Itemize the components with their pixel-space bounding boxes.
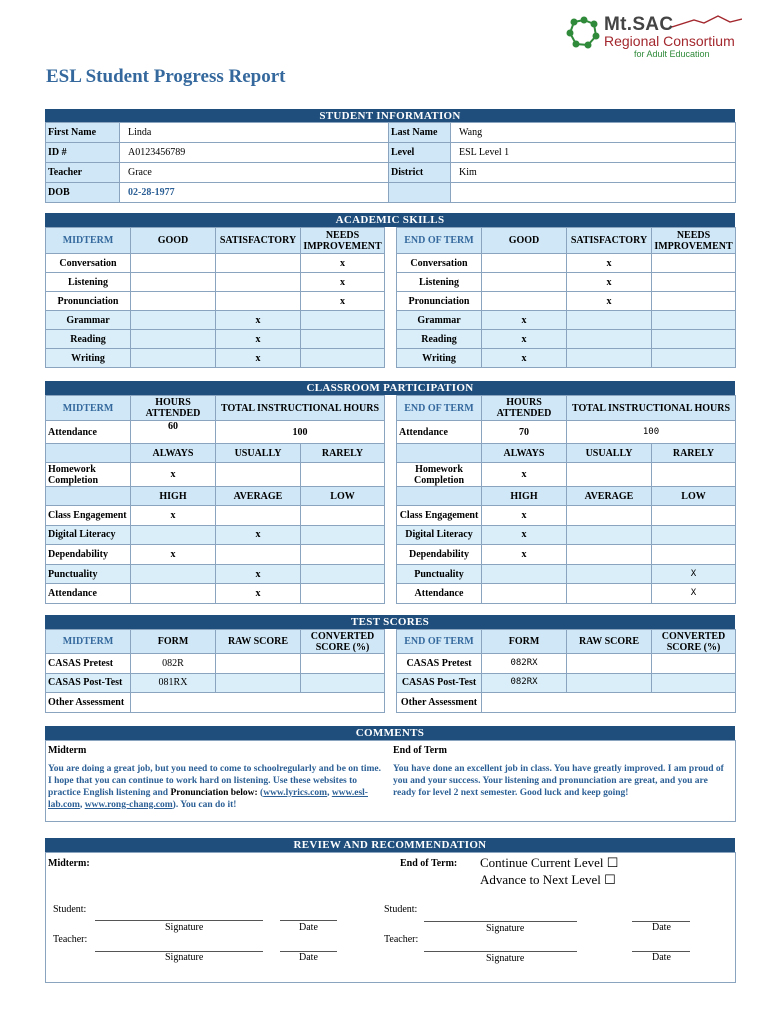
rating-low <box>301 564 385 584</box>
rating-high: x <box>131 506 216 526</box>
rating-satisfactory: x <box>216 330 301 349</box>
midterm-teacher-label: Teacher: <box>53 934 88 945</box>
rating-satisfactory <box>216 273 301 292</box>
rating-good <box>131 330 216 349</box>
participation-label: Digital Literacy <box>397 525 482 545</box>
test-label: CASAS Pretest <box>397 654 482 674</box>
advance-level-checkbox[interactable]: Advance to Next Level ☐ <box>480 872 616 887</box>
participation-midterm-table <box>45 395 385 604</box>
date-caption: Date <box>652 952 671 963</box>
hours-attended-header: HOURS ATTENDED <box>482 396 567 421</box>
rating-good <box>131 349 216 368</box>
table-row <box>397 525 736 545</box>
rating-satisfactory: x <box>216 311 301 330</box>
student-info-header: STUDENT INFORMATION <box>45 109 735 123</box>
attendance-label: Attendance <box>397 421 482 444</box>
esl-lab-link[interactable]: www.esl-lab.com <box>48 788 368 810</box>
rating-good: x <box>482 349 567 368</box>
table-row <box>46 584 385 604</box>
mid-hours-attended: 60 <box>131 421 216 444</box>
rating-good <box>131 254 216 273</box>
hours-attended-header: HOURS ATTENDED <box>131 396 216 421</box>
rating-low <box>301 584 385 604</box>
converted-score <box>652 654 736 674</box>
midterm-student-signature-line[interactable] <box>95 920 263 921</box>
rating-needs-improvement: x <box>301 254 385 273</box>
blank-header-cell <box>46 487 131 506</box>
end-homework-usually <box>567 463 652 487</box>
rating-needs-improvement: x <box>301 273 385 292</box>
rating-low <box>301 545 385 565</box>
test-label: Other Assessment <box>397 693 482 713</box>
raw-score <box>216 654 301 674</box>
table-row <box>46 564 385 584</box>
review-box <box>45 852 736 983</box>
col-usually: USUALLY <box>567 444 652 463</box>
participation-label: Attendance <box>46 584 131 604</box>
test-label: CASAS Post-Test <box>397 673 482 693</box>
table-row <box>397 673 736 693</box>
col-low: LOW <box>652 487 736 506</box>
col-form: FORM <box>482 630 567 654</box>
rating-average <box>216 545 301 565</box>
col-average: AVERAGE <box>567 487 652 506</box>
end-homework-rarely <box>652 463 736 487</box>
empty-value-cell <box>451 183 736 203</box>
mid-homework-rarely <box>301 463 385 487</box>
table-row <box>397 545 736 565</box>
rating-average <box>567 564 652 584</box>
midterm-label: MIDTERM <box>46 630 131 654</box>
academic-midterm-table <box>45 227 385 368</box>
logo-line-1: Mt.SAC <box>604 14 674 35</box>
date-caption: Date <box>299 922 318 933</box>
attendance-label: Attendance <box>46 421 131 444</box>
table-row <box>46 525 385 545</box>
rating-satisfactory: x <box>567 292 652 311</box>
mid-total-hours: 100 <box>216 421 385 444</box>
rating-low: X <box>652 584 736 604</box>
date-caption: Date <box>652 922 671 933</box>
skill-label: Pronunciation <box>46 292 131 311</box>
rating-good: x <box>482 330 567 349</box>
end-comment: You have done an excellent job in class. You have greatly improved. I am proud of you and your success. Your listening and pronunciation are great, and you are ready for level 2 next semester. Good luck and keep going! <box>393 764 724 798</box>
col-rarely: RARELY <box>652 444 736 463</box>
table-row <box>397 292 736 311</box>
midterm-label: MIDTERM <box>46 228 131 254</box>
midterm-comment-bold: Pronunciation below: <box>170 788 258 798</box>
rating-needs-improvement <box>652 311 736 330</box>
midterm-comment-end: ). You can do it! <box>172 800 237 810</box>
logo-line-2: Regional Consortium <box>604 33 735 49</box>
table-row <box>397 273 736 292</box>
comments-end-label: End of Term <box>393 745 447 756</box>
rating-average: x <box>216 584 301 604</box>
skill-label: Listening <box>46 273 131 292</box>
table-row <box>46 654 385 674</box>
id-label: ID # <box>46 143 120 163</box>
mid-homework-usually <box>216 463 301 487</box>
rating-high: x <box>482 506 567 526</box>
test-form: 081RX <box>131 673 216 693</box>
table-row <box>397 693 736 713</box>
rating-average: x <box>216 525 301 545</box>
table-row <box>46 693 385 713</box>
end-of-term-label: END OF TERM <box>397 396 482 421</box>
rating-good <box>131 273 216 292</box>
test-form: 082R <box>131 654 216 674</box>
table-row <box>46 273 385 292</box>
rating-high: x <box>482 545 567 565</box>
skill-label: Writing <box>46 349 131 368</box>
participation-label: Digital Literacy <box>46 525 131 545</box>
academic-end-table <box>396 227 736 368</box>
signature-caption: Signature <box>165 952 204 963</box>
rating-needs-improvement: x <box>301 292 385 311</box>
raw-score <box>567 673 652 693</box>
skill-label: Grammar <box>46 311 131 330</box>
empty-label-cell <box>389 183 451 203</box>
rating-low <box>652 545 736 565</box>
classroom-participation-header: CLASSROOM PARTICIPATION <box>45 381 735 395</box>
col-always: ALWAYS <box>482 444 567 463</box>
rating-satisfactory <box>567 349 652 368</box>
rating-needs-improvement <box>301 311 385 330</box>
col-rarely: RARELY <box>301 444 385 463</box>
col-good: GOOD <box>131 228 216 254</box>
participation-label: Class Engagement <box>46 506 131 526</box>
signature-caption: Signature <box>165 922 204 933</box>
table-row <box>397 654 736 674</box>
student-info-table <box>45 122 736 203</box>
table-row <box>397 330 736 349</box>
rating-satisfactory <box>216 254 301 273</box>
rating-high: x <box>482 525 567 545</box>
midterm-student-date-line[interactable] <box>280 920 337 921</box>
col-raw-score: RAW SCORE <box>216 630 301 654</box>
skill-label: Reading <box>397 330 482 349</box>
rating-high <box>131 584 216 604</box>
dob-label: DOB <box>46 183 120 203</box>
tests-end-table <box>396 629 736 713</box>
other-assessment-value <box>482 693 736 713</box>
rating-needs-improvement <box>301 349 385 368</box>
page-title: ESL Student Progress Report <box>46 66 286 87</box>
col-usually: USUALLY <box>216 444 301 463</box>
participation-label: Dependability <box>397 545 482 565</box>
participation-end-table <box>396 395 736 604</box>
homework-label: Homework Completion <box>397 463 482 487</box>
rating-needs-improvement <box>652 330 736 349</box>
col-high: HIGH <box>482 487 567 506</box>
midterm-label: MIDTERM <box>46 396 131 421</box>
table-row <box>397 254 736 273</box>
rating-needs-improvement <box>652 292 736 311</box>
teacher-label: Teacher <box>46 163 120 183</box>
district-label: District <box>389 163 451 183</box>
col-form: FORM <box>131 630 216 654</box>
level-value: ESL Level 1 <box>451 143 736 163</box>
rating-good <box>131 292 216 311</box>
id-value: A0123456789 <box>120 143 389 163</box>
rating-good <box>482 273 567 292</box>
table-row <box>46 673 385 693</box>
table-row <box>397 584 736 604</box>
rating-low <box>652 506 736 526</box>
table-row <box>46 506 385 526</box>
col-good: GOOD <box>482 228 567 254</box>
col-raw-score: RAW SCORE <box>567 630 652 654</box>
skill-label: Pronunciation <box>397 292 482 311</box>
blank-header-cell <box>46 444 131 463</box>
end-student-label: Student: <box>384 904 418 915</box>
rating-needs-improvement <box>652 273 736 292</box>
col-always: ALWAYS <box>131 444 216 463</box>
rating-good <box>131 311 216 330</box>
mt-sac-logo <box>566 14 746 60</box>
dob-value: 02-28-1977 <box>120 183 389 203</box>
converted-score <box>301 654 385 674</box>
signature-caption: Signature <box>486 953 525 964</box>
rating-low: X <box>652 564 736 584</box>
rating-average <box>216 506 301 526</box>
test-label: CASAS Post-Test <box>46 673 131 693</box>
last-name-label: Last Name <box>389 123 451 143</box>
midterm-student-label: Student: <box>53 904 87 915</box>
rating-low <box>652 525 736 545</box>
col-converted-score: CONVERTED SCORE (%) <box>301 630 385 654</box>
test-form: 082RX <box>482 673 567 693</box>
teacher-value: Grace <box>120 163 389 183</box>
district-value: Kim <box>451 163 736 183</box>
rating-satisfactory <box>567 311 652 330</box>
test-label: CASAS Pretest <box>46 654 131 674</box>
blank-header-cell <box>397 444 482 463</box>
test-label: Other Assessment <box>46 693 131 713</box>
col-average: AVERAGE <box>216 487 301 506</box>
col-satisfactory: SATISFACTORY <box>216 228 301 254</box>
mid-homework-always: x <box>131 463 216 487</box>
rating-satisfactory <box>216 292 301 311</box>
review-midterm-label: Midterm: <box>48 858 90 869</box>
tests-midterm-table <box>45 629 385 713</box>
review-header: REVIEW AND RECOMMENDATION <box>45 838 735 852</box>
rating-average: x <box>216 564 301 584</box>
skill-label: Conversation <box>46 254 131 273</box>
table-row <box>397 349 736 368</box>
skill-label: Writing <box>397 349 482 368</box>
rating-average <box>567 584 652 604</box>
rating-high <box>482 564 567 584</box>
participation-label: Dependability <box>46 545 131 565</box>
participation-label: Punctuality <box>397 564 482 584</box>
first-name-label: First Name <box>46 123 120 143</box>
rating-satisfactory: x <box>216 349 301 368</box>
rating-good <box>482 292 567 311</box>
table-row <box>46 254 385 273</box>
end-hours-attended: 70 <box>482 421 567 444</box>
skill-label: Conversation <box>397 254 482 273</box>
table-row <box>46 349 385 368</box>
end-total-hours: 100 <box>567 421 736 444</box>
continue-level-checkbox[interactable]: Continue Current Level ☐ <box>480 855 619 870</box>
end-homework-always: x <box>482 463 567 487</box>
rating-high <box>131 525 216 545</box>
level-label: Level <box>389 143 451 163</box>
consortium-logo-icon <box>566 16 602 50</box>
participation-label: Class Engagement <box>397 506 482 526</box>
midterm-comment-text: You are doing a great job, but you need to come to schoolregularly and be on time. I hope that you can continue to work hard on listening. Use these websites to practice English listening and <box>48 764 382 798</box>
rating-high: x <box>131 545 216 565</box>
first-name-value: Linda <box>120 123 389 143</box>
col-satisfactory: SATISFACTORY <box>567 228 652 254</box>
col-high: HIGH <box>131 487 216 506</box>
table-row <box>397 506 736 526</box>
rating-high <box>131 564 216 584</box>
rong-chang-link[interactable]: www.rong-chang.com <box>84 800 173 810</box>
rating-average <box>567 545 652 565</box>
rating-high <box>482 584 567 604</box>
signature-caption: Signature <box>486 923 525 934</box>
test-form: 082RX <box>482 654 567 674</box>
table-row <box>46 292 385 311</box>
end-of-term-label: END OF TERM <box>397 228 482 254</box>
total-hours-header: TOTAL INSTRUCTIONAL HOURS <box>567 396 736 421</box>
academic-skills-header: ACADEMIC SKILLS <box>45 213 735 227</box>
skill-label: Listening <box>397 273 482 292</box>
last-name-value: Wang <box>451 123 736 143</box>
table-row <box>46 545 385 565</box>
col-low: LOW <box>301 487 385 506</box>
table-row <box>397 564 736 584</box>
converted-score <box>301 673 385 693</box>
col-needs-improvement: NEEDS IMPROVEMENT <box>652 228 736 254</box>
rating-needs-improvement <box>652 254 736 273</box>
col-converted-score: CONVERTED SCORE (%) <box>652 630 736 654</box>
comments-header: COMMENTS <box>45 726 735 740</box>
rating-needs-improvement <box>301 330 385 349</box>
rating-satisfactory: x <box>567 273 652 292</box>
rating-needs-improvement <box>652 349 736 368</box>
table-row <box>397 311 736 330</box>
end-teacher-signature-line[interactable] <box>424 951 577 952</box>
raw-score <box>216 673 301 693</box>
raw-score <box>567 654 652 674</box>
midterm-comment: You are doing a great job, but you need to come to schoolregularly and be on time. I hope that you can continue to work hard on listening. Use these websites to practice English listening and Pronunciation below: (www.lyrics.com, www.esl-lab.com, www.rong-chang.com). You can do it! <box>48 764 382 810</box>
logo-line-3: for Adult Education <box>634 49 710 59</box>
rating-good: x <box>482 311 567 330</box>
end-student-signature-line[interactable] <box>424 921 577 922</box>
rating-good <box>482 254 567 273</box>
table-row <box>46 330 385 349</box>
lyrics-link[interactable]: www.lyrics.com <box>263 788 328 798</box>
rating-low <box>301 525 385 545</box>
comments-midterm-label: Midterm <box>48 745 87 756</box>
participation-label: Attendance <box>397 584 482 604</box>
table-row <box>46 311 385 330</box>
rating-average <box>567 506 652 526</box>
mountain-icon <box>672 14 742 28</box>
total-hours-header: TOTAL INSTRUCTIONAL HOURS <box>216 396 385 421</box>
rating-satisfactory <box>567 330 652 349</box>
homework-label: Homework Completion <box>46 463 131 487</box>
converted-score <box>652 673 736 693</box>
end-of-term-label: END OF TERM <box>397 630 482 654</box>
col-needs-improvement: NEEDS IMPROVEMENT <box>301 228 385 254</box>
skill-label: Reading <box>46 330 131 349</box>
other-assessment-value <box>131 693 385 713</box>
rating-average <box>567 525 652 545</box>
end-teacher-label: Teacher: <box>384 934 419 945</box>
participation-label: Punctuality <box>46 564 131 584</box>
date-caption: Date <box>299 952 318 963</box>
test-scores-header: TEST SCORES <box>45 615 735 629</box>
review-end-label: End of Term: <box>400 858 458 869</box>
rating-satisfactory: x <box>567 254 652 273</box>
skill-label: Grammar <box>397 311 482 330</box>
rating-low <box>301 506 385 526</box>
blank-header-cell <box>397 487 482 506</box>
